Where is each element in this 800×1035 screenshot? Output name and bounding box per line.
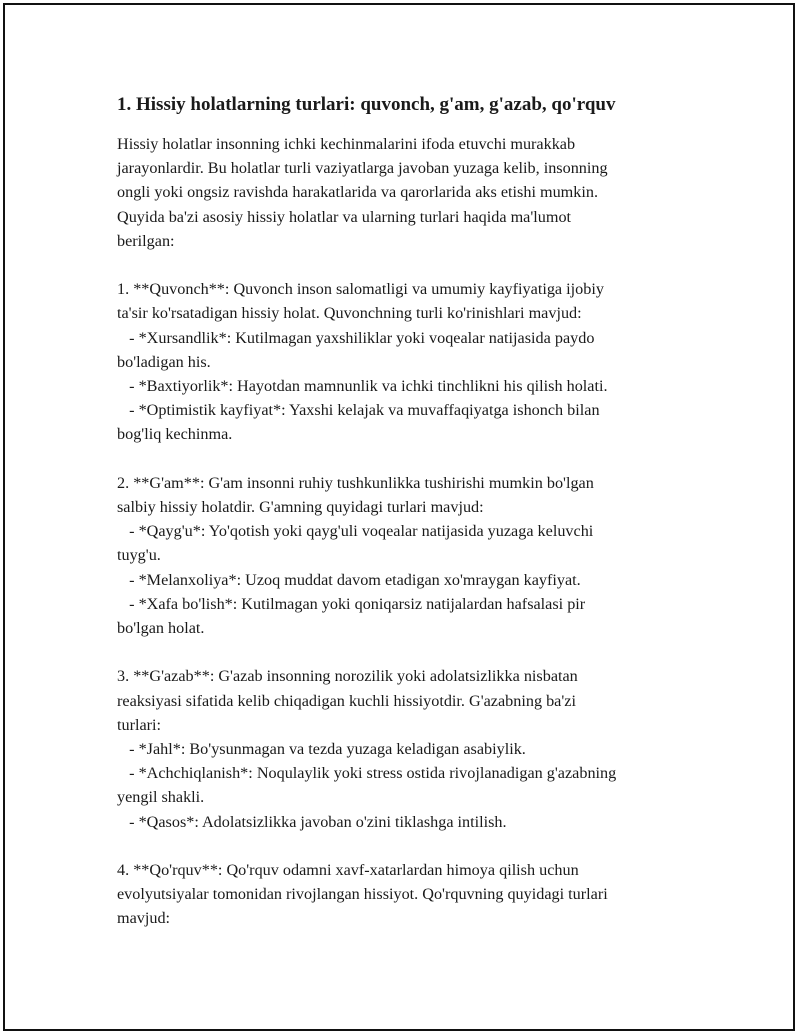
paragraph — [117, 277, 697, 446]
text-line: - *Optimistik kayfiyat*: Yaxshi kelajak va muvaffaqiyatga ishonch bilan — [117, 401, 600, 420]
text-line: turlari: — [117, 715, 162, 734]
text-line: - *Xursandlik*: Kutilmagan yaxshiliklar yoki voqealar natijasida paydo — [117, 328, 595, 347]
text-line: - *Jahl*: Bo'ysunmagan va tezda yuzaga keladigan asabiylik. — [117, 740, 526, 759]
text-line: bo'ladigan his. — [117, 352, 211, 371]
section-heading: 1. Hissiy holatlarning turlari: quvonch, g'am, g'azab, qo'rquv — [117, 94, 616, 115]
text-line: - *Achchiqlanish*: Noqulaylik yoki stress ostida rivojlanadigan g'azabning — [117, 764, 617, 783]
text-line: ta'sir ko'rsatadigan hissiy holat. Quvonchning turli ko'rinishlari mavjud: — [117, 304, 582, 323]
text-line: bo'lgan holat. — [117, 619, 205, 638]
text-line: mavjud: — [117, 909, 171, 928]
text-line: Hissiy holatlar insonning ichki kechinmalarini ifoda etuvchi murakkab — [117, 135, 576, 153]
text-line: ongli yoki ongsiz ravishda harakatlarida va qarorlarida aks etishi mumkin. — [117, 183, 598, 202]
paragraph-gap — [117, 253, 697, 277]
paragraph — [117, 858, 697, 931]
text-line: berilgan: — [117, 231, 175, 250]
text-line: salbiy hissiy holatdir. G'amning quyidagi turlari mavjud: — [117, 498, 484, 517]
text-line: - *Qasos*: Adolatsizlikka javoban o'zini tiklashga intilish. — [117, 812, 507, 831]
text-line: bog'liq kechinma. — [117, 425, 233, 444]
text-line: 3. **G'azab**: G'azab insonning norozilik yoki adolatsizlikka nisbatan — [117, 667, 578, 686]
text-line: - *Melanxoliya*: Uzoq muddat davom etadigan xo'mraygan kayfiyat. — [117, 570, 581, 589]
text-line: 4. **Qo'rquv**: Qo'rquv odamni xavf-xatarlardan himoya qilish uchun — [117, 861, 579, 880]
text-line: evolyutsiyalar tomonidan rivojlangan hissiyot. Qo'rquvning quyidagi turlari — [117, 885, 608, 904]
paragraph — [117, 132, 697, 253]
paragraph — [117, 471, 697, 640]
paragraph-container — [117, 132, 697, 931]
text-line: yengil shakli. — [117, 788, 205, 807]
text-line: Quyida ba'zi asosiy hissiy holatlar va ularning turlari haqida ma'lumot — [117, 207, 572, 226]
paragraph-gap — [117, 640, 697, 664]
text-line: 1. **Quvonch**: Quvonch inson salomatligi va umumiy kayfiyatiga ijobiy — [117, 280, 604, 299]
text-line: - *Xafa bo'lish*: Kutilmagan yoki qoniqarsiz natijalardan hafsalasi pir — [117, 594, 586, 613]
paragraph-gap — [117, 834, 697, 858]
text-line: reaksiyasi sifatida kelib chiqadigan kuchli hissiyotdir. G'azabning ba'zi — [117, 691, 576, 710]
paragraph-gap — [117, 447, 697, 471]
document-body — [117, 92, 697, 931]
text-line: - *Qayg'u*: Yo'qotish yoki qayg'uli voqealar natijasida yuzaga keluvchi — [117, 522, 594, 541]
text-line: jarayonlardir. Bu holatlar turli vaziyatlarga javoban yuzaga kelib, insonning — [117, 159, 608, 178]
text-line: - *Baxtiyorlik*: Hayotdan mamnunlik va ichki tinchlikni his qilish holati. — [117, 377, 608, 396]
text-line: 2. **G'am**: G'am insonni ruhiy tushkunlikka tushirishi mumkin bo'lgan — [117, 473, 594, 492]
paragraph — [117, 664, 697, 833]
text-line: tuyg'u. — [117, 546, 161, 565]
